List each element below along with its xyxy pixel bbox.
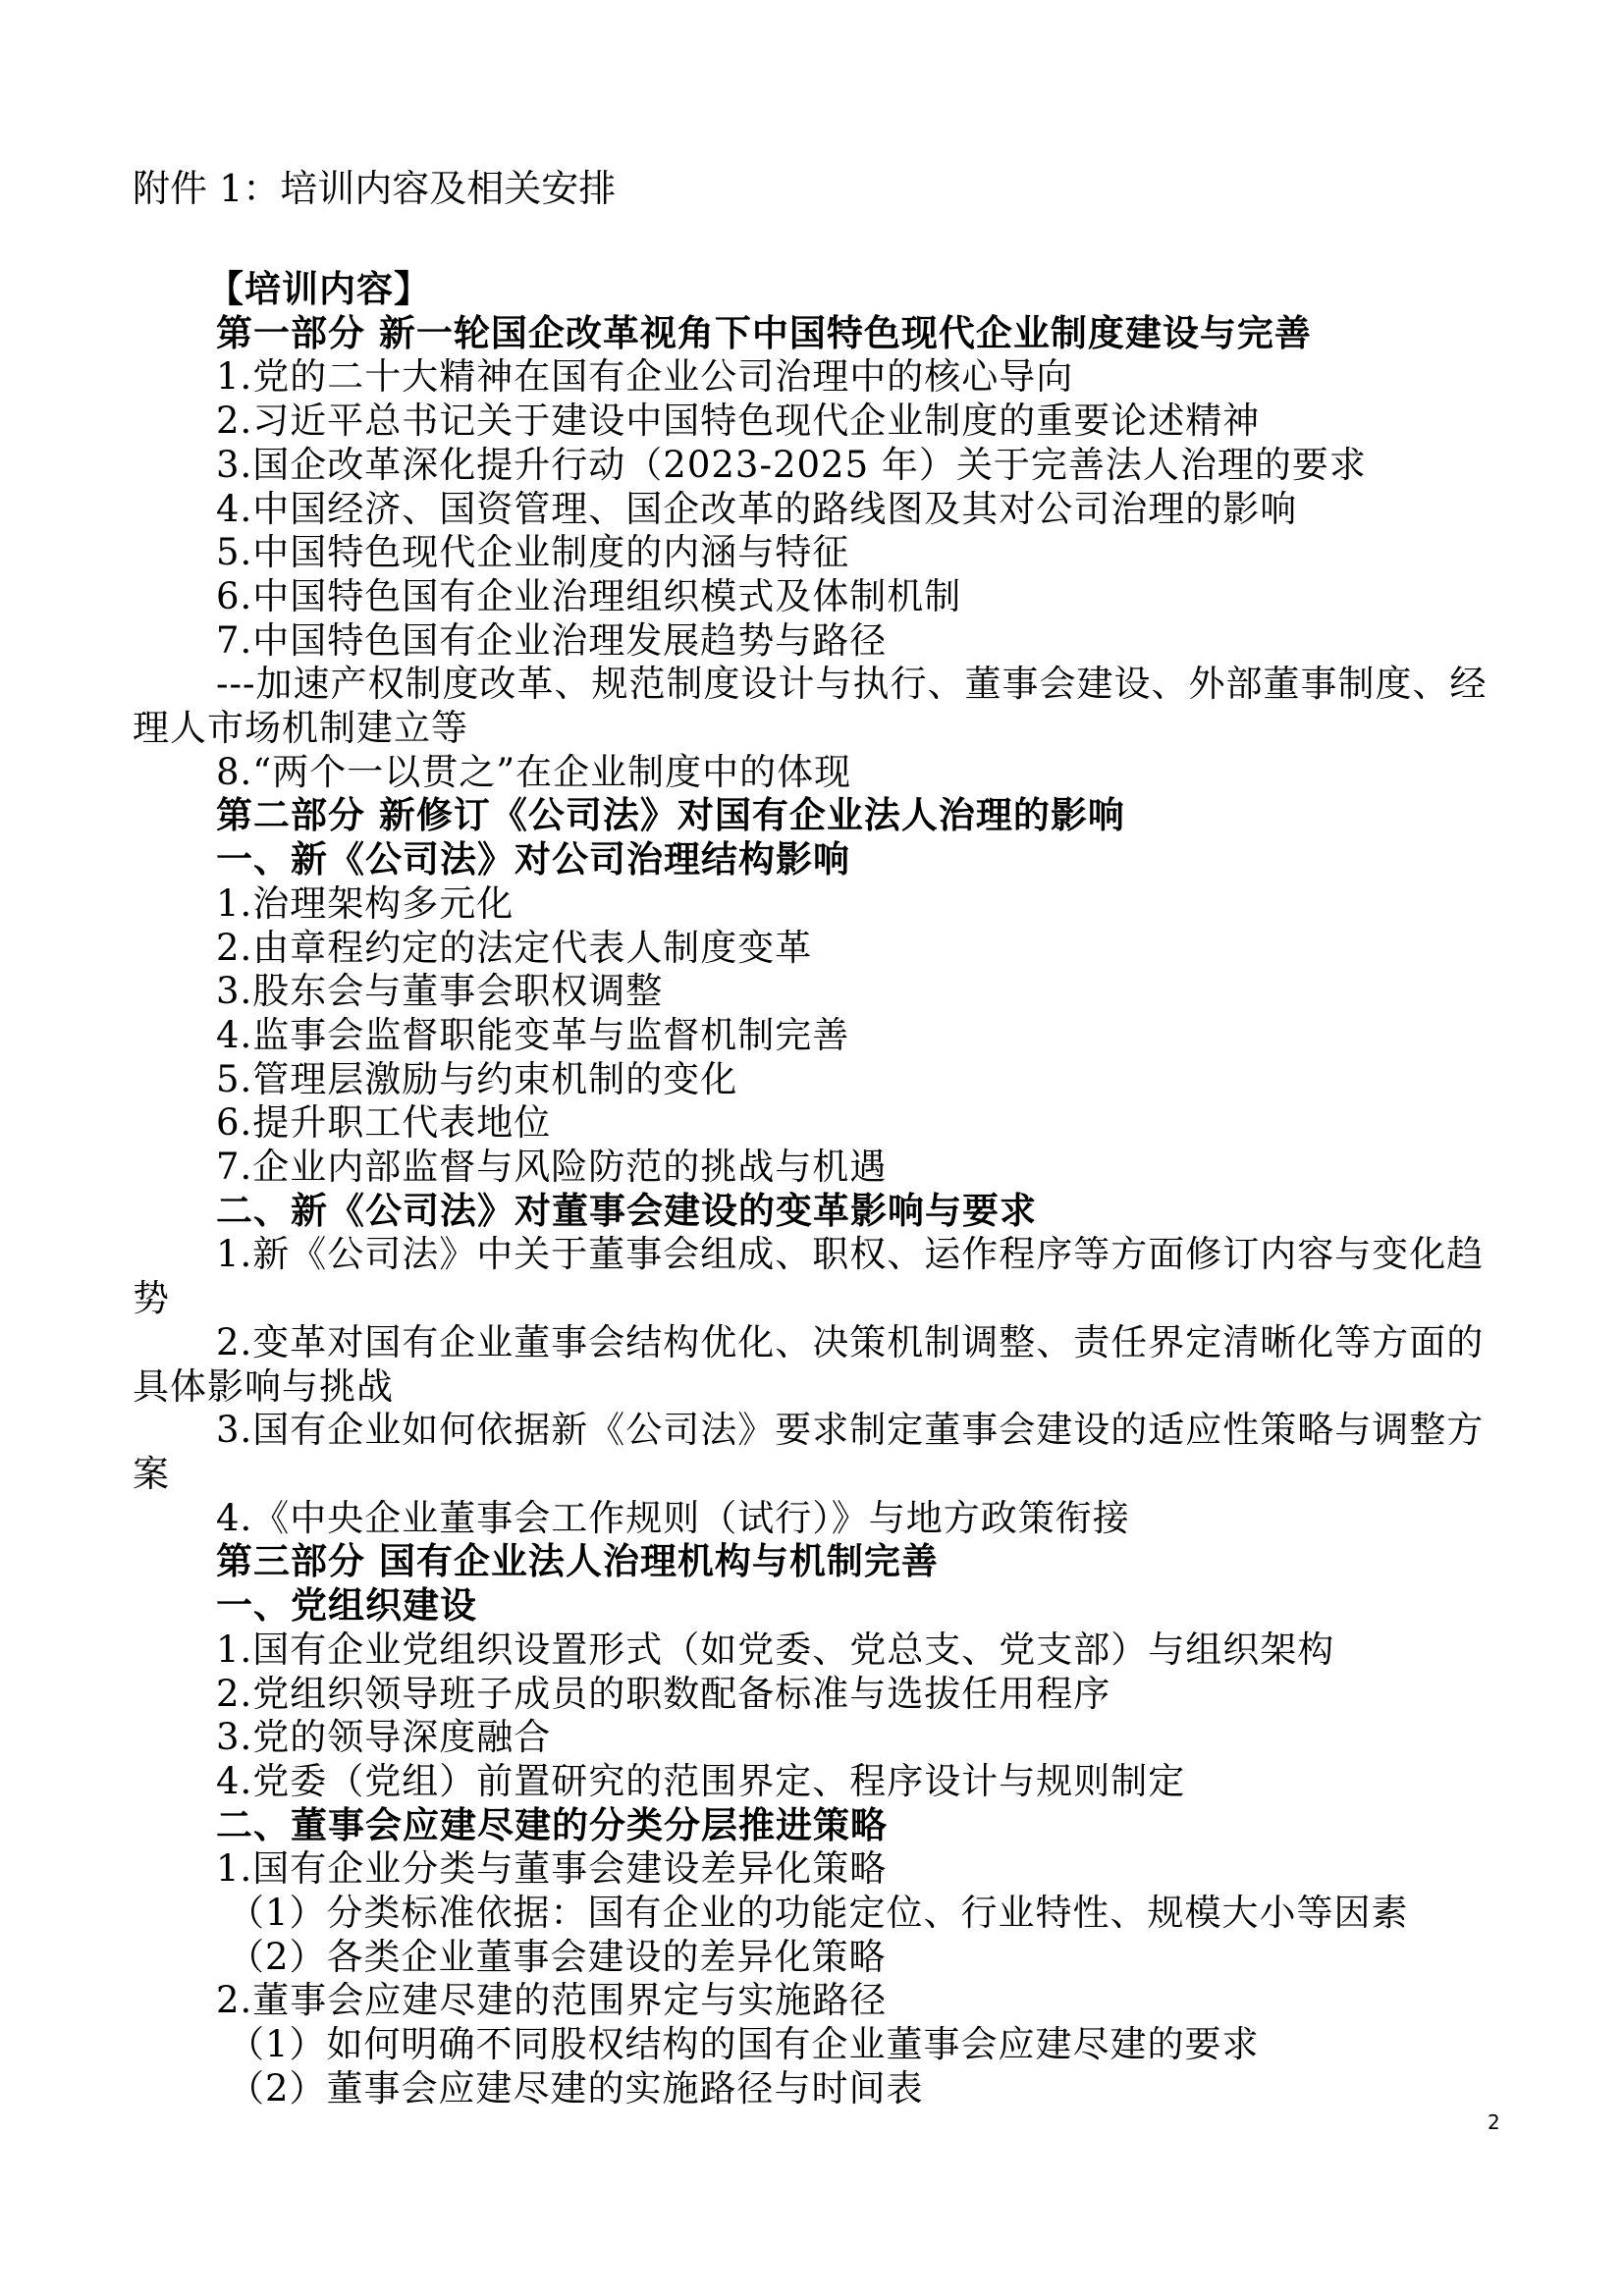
text-line: （1）如何明确不同股权结构的国有企业董事会应建尽建的要求 <box>228 2023 1260 2066</box>
text-line: 2.党组织领导班子成员的职数配备标准与选拔任用程序 <box>216 1672 1111 1715</box>
text-line: 4.党委（党组）前置研究的范围界定、程序设计与规则制定 <box>216 1759 1186 1802</box>
text-line: 3.股东会与董事会职权调整 <box>216 970 664 1013</box>
document-body <box>133 165 1507 2111</box>
heading-line: 第一部分 新一轮国企改革视角下中国特色现代企业制度建设与完善 <box>216 311 1312 354</box>
heading-line: 第二部分 新修订《公司法》对国有企业法人治理的影响 <box>216 794 1125 837</box>
text-line: 2.董事会应建尽建的范围界定与实施路径 <box>216 1979 888 2022</box>
text-line: 1.国有企业分类与董事会建设差异化策略 <box>216 1847 888 1891</box>
text-line: 6.提升职工代表地位 <box>216 1101 552 1145</box>
text-line: ---加速产权制度改革、规范制度设计与执行、董事会建设、外部董事制度、经理人市场机制建立等 <box>133 663 1488 750</box>
heading-line: 二、新《公司法》对董事会建设的变革影响与要求 <box>216 1189 1037 1232</box>
content-lines <box>133 312 1507 2111</box>
page-title: 附件 1：培训内容及相关安排 <box>133 167 617 210</box>
text-line: 4.监事会监督职能变革与监督机制完善 <box>216 1013 850 1056</box>
text-line: 4.《中央企业董事会工作规则（试行）》与地方政策衔接 <box>216 1496 1130 1539</box>
heading-line: 二、董事会应建尽建的分类分层推进策略 <box>216 1803 888 1846</box>
text-line: 7.中国特色国有企业治理发展趋势与路径 <box>216 618 888 662</box>
text-line: 1.党的二十大精神在国有企业公司治理中的核心导向 <box>216 355 1074 399</box>
heading-line: 一、新《公司法》对公司治理结构影响 <box>216 838 850 881</box>
text-line: （1）分类标准依据：国有企业的功能定位、行业特性、规模大小等因素 <box>228 1892 1409 1935</box>
text-line: 2.习近平总书记关于建设中国特色现代企业制度的重要论述精神 <box>216 400 1261 443</box>
text-line: 5.中国特色现代企业制度的内涵与特征 <box>216 531 850 574</box>
heading-line: 第三部分 国有企业法人治理机构与机制完善 <box>216 1540 939 1583</box>
section-heading: 【培训内容】 <box>207 268 431 310</box>
text-line: 2.变革对国有企业董事会结构优化、决策机制调整、责任界定清晰化等方面的具体影响与挑战 <box>133 1320 1485 1408</box>
text-line: 3.国有企业如何依据新《公司法》要求制定董事会建设的适应性策略与调整方案 <box>133 1409 1485 1495</box>
text-line: 1.治理架构多元化 <box>216 881 514 925</box>
text-line: （2）各类企业董事会建设的差异化策略 <box>228 1935 887 1978</box>
text-line: 7.企业内部监督与风险防范的挑战与机遇 <box>216 1146 888 1189</box>
text-line: 6.中国特色国有企业治理组织模式及体制机制 <box>216 574 962 617</box>
text-line: 3.党的领导深度融合 <box>216 1716 552 1759</box>
text-line: 4.中国经济、国资管理、国企改革的路线图及其对公司治理的影响 <box>216 487 1298 530</box>
text-line: 2.由章程约定的法定代表人制度变革 <box>216 926 813 969</box>
text-line: 1.新《公司法》中关于董事会组成、职权、运作程序等方面修订内容与变化趋势 <box>133 1233 1485 1320</box>
page-number: 2 <box>1488 2110 1500 2134</box>
text-line: 3.国企改革深化提升行动（2023-2025 年）关于完善法人治理的要求 <box>216 443 1367 486</box>
heading-line: 一、党组织建设 <box>216 1584 477 1628</box>
text-line: 1.国有企业党组织设置形式（如党委、党总支、党支部）与组织架构 <box>216 1628 1335 1671</box>
text-line: 5.管理层激励与约束机制的变化 <box>216 1057 738 1100</box>
text-line: 8.“两个一以贯之”在企业制度中的体现 <box>216 750 852 793</box>
text-line: （2）董事会应建尽建的实施路径与时间表 <box>228 2066 924 2109</box>
